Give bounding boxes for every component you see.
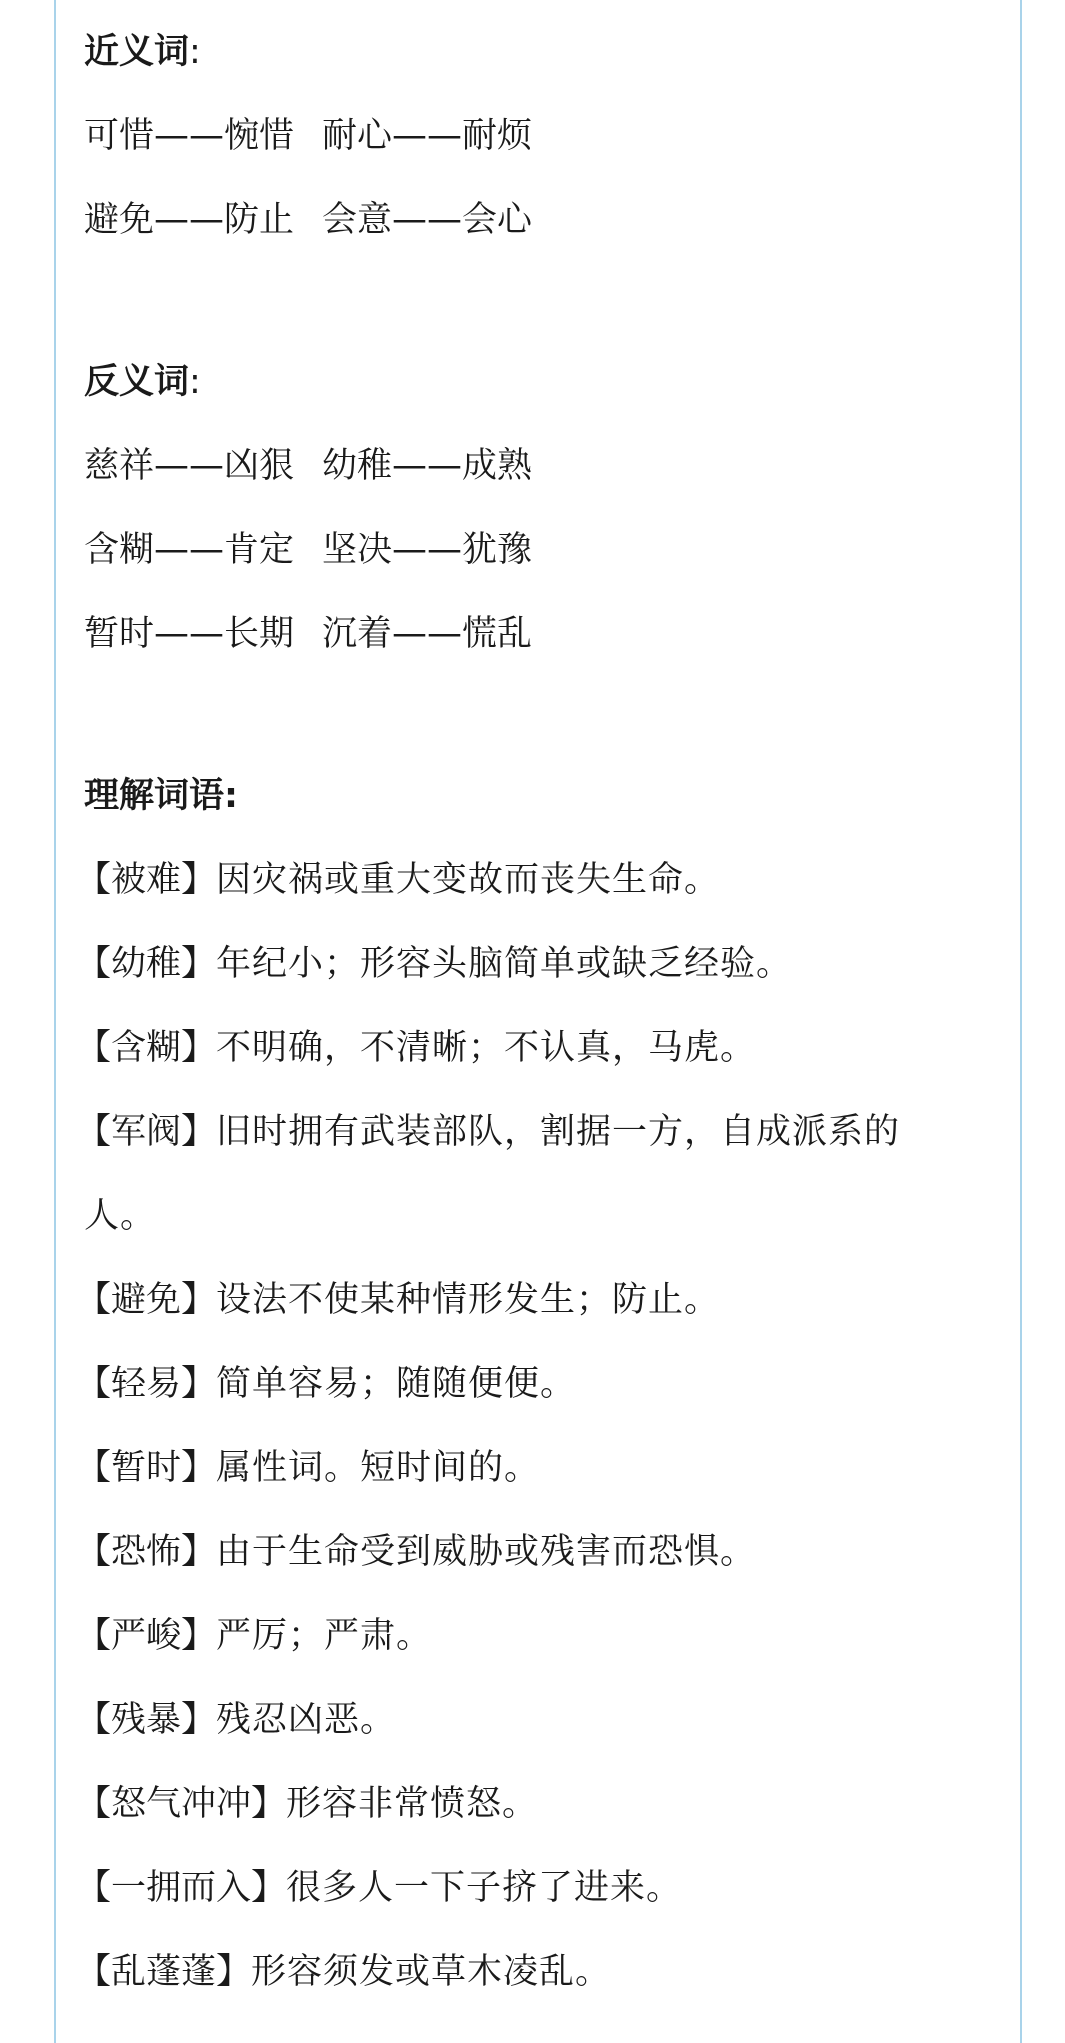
vocab-entry bbox=[76, 1362, 576, 1406]
vocab-definition-continuation: 人。 bbox=[84, 1196, 157, 1236]
vocab-definition: 年纪小；形容头脑简单或缺乏经验。 bbox=[216, 944, 793, 984]
antonym-pair: 沉着——慌乱 bbox=[322, 614, 533, 654]
synonym-pair: 可惜——惋惜 bbox=[84, 116, 295, 156]
vocab-term: 【恐怖】 bbox=[76, 1532, 217, 1572]
vocab-definition: 严厉；严肃。 bbox=[216, 1616, 433, 1656]
vocab-heading bbox=[84, 774, 238, 818]
vocab-definition: 不明确，不清晰；不认真，马虎。 bbox=[216, 1028, 757, 1068]
vocab-entry bbox=[76, 1026, 756, 1070]
vocab-entry-continuation bbox=[84, 1194, 156, 1238]
vocab-colon: : bbox=[224, 776, 239, 816]
vocab-term: 【被难】 bbox=[76, 860, 217, 900]
vocab-entry bbox=[76, 942, 792, 986]
vocab-definition: 形容非常愤怒。 bbox=[286, 1784, 539, 1824]
vocab-term: 【暂时】 bbox=[76, 1448, 217, 1488]
vocab-title: 理解词语 bbox=[84, 776, 225, 816]
vocab-entry bbox=[76, 1110, 900, 1154]
vocab-term: 【含糊】 bbox=[76, 1028, 217, 1068]
synonym-row bbox=[84, 114, 532, 158]
vocab-entry bbox=[76, 1446, 540, 1490]
synonym-row bbox=[84, 198, 532, 242]
antonym-pair: 含糊——肯定 bbox=[84, 530, 295, 570]
vocab-entry bbox=[76, 1278, 720, 1322]
vocab-definition: 因灾祸或重大变故而丧失生命。 bbox=[216, 860, 721, 900]
vocab-definition: 很多人一下子挤了进来。 bbox=[286, 1868, 683, 1908]
vocab-entry bbox=[76, 1614, 432, 1658]
vocab-definition: 残忍凶恶。 bbox=[216, 1700, 397, 1740]
antonym-pair: 坚决——犹豫 bbox=[322, 530, 533, 570]
synonym-pair: 耐心——耐烦 bbox=[322, 116, 533, 156]
vocab-definition: 设法不使某种情形发生；防止。 bbox=[216, 1280, 721, 1320]
vocab-definition: 旧时拥有武装部队，割据一方，自成派系的 bbox=[216, 1112, 901, 1152]
vocab-definition: 属性词。短时间的。 bbox=[216, 1448, 541, 1488]
synonym-pair: 会意——会心 bbox=[322, 200, 533, 240]
vocab-term: 【乱蓬蓬】 bbox=[76, 1952, 252, 1992]
antonym-row bbox=[84, 612, 532, 656]
synonyms-heading bbox=[84, 30, 201, 74]
vocab-entry bbox=[76, 1782, 538, 1826]
antonym-row bbox=[84, 528, 532, 572]
vocab-term: 【军阀】 bbox=[76, 1112, 217, 1152]
antonym-pair: 幼稚——成熟 bbox=[322, 446, 533, 486]
vocab-definition: 形容须发或草木凌乱。 bbox=[251, 1952, 612, 1992]
antonym-pair: 暂时——长期 bbox=[84, 614, 295, 654]
vocab-entry bbox=[76, 1530, 756, 1574]
vocab-term: 【严峻】 bbox=[76, 1616, 217, 1656]
vocab-term: 【幼稚】 bbox=[76, 944, 217, 984]
antonym-row bbox=[84, 444, 532, 488]
antonyms-title: 反义词 bbox=[84, 362, 190, 402]
antonyms-heading bbox=[84, 360, 201, 404]
antonym-pair: 慈祥——凶狠 bbox=[84, 446, 295, 486]
vocab-term: 【避免】 bbox=[76, 1280, 217, 1320]
synonyms-title: 近义词 bbox=[84, 32, 190, 72]
vocab-term: 【轻易】 bbox=[76, 1364, 217, 1404]
vocab-entry bbox=[76, 858, 720, 902]
vocab-term: 【残暴】 bbox=[76, 1700, 217, 1740]
vocab-entry bbox=[76, 1950, 611, 1994]
vocab-definition: 简单容易；随随便便。 bbox=[216, 1364, 577, 1404]
synonyms-colon: : bbox=[189, 32, 201, 72]
antonyms-colon: : bbox=[189, 362, 201, 402]
vocab-definition: 由于生命受到威胁或残害而恐惧。 bbox=[216, 1532, 757, 1572]
vocab-term: 【怒气冲冲】 bbox=[76, 1784, 287, 1824]
synonym-pair: 避免——防止 bbox=[84, 200, 295, 240]
vocab-term: 【一拥而入】 bbox=[76, 1868, 287, 1908]
vocab-entry bbox=[76, 1698, 396, 1742]
vocab-entry bbox=[76, 1866, 682, 1910]
